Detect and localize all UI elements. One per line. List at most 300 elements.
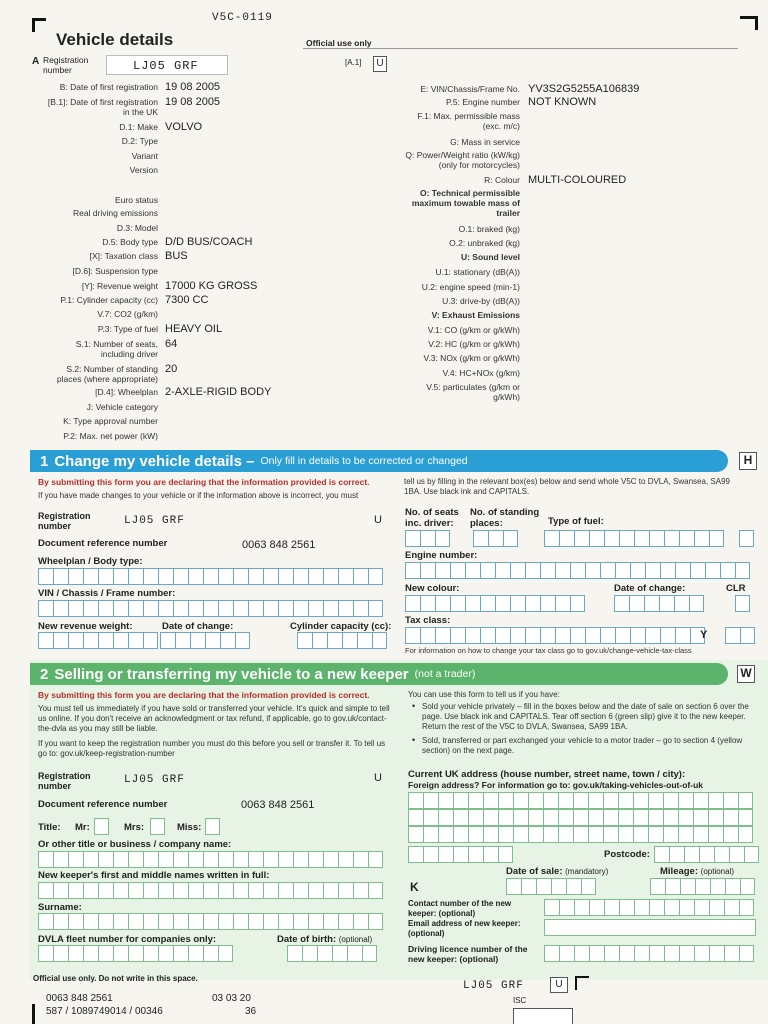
char-box[interactable]: [420, 595, 435, 612]
char-box[interactable]: [574, 899, 589, 916]
char-box[interactable]: [473, 530, 488, 547]
s1-clr-box[interactable]: [735, 595, 750, 612]
char-box[interactable]: [205, 632, 220, 649]
s1-revenue-boxes[interactable]: [38, 632, 158, 649]
char-box[interactable]: [645, 562, 660, 579]
char-box[interactable]: [498, 846, 513, 863]
s2-dob-boxes[interactable]: [287, 945, 377, 962]
char-box[interactable]: [615, 627, 630, 644]
char-box[interactable]: [573, 792, 588, 809]
s2-address-grid[interactable]: [408, 792, 753, 843]
char-box[interactable]: [38, 882, 53, 899]
char-box[interactable]: [525, 562, 540, 579]
char-box[interactable]: [113, 945, 128, 962]
char-box[interactable]: [113, 851, 128, 868]
char-box[interactable]: [498, 826, 513, 843]
address-row[interactable]: [408, 826, 753, 843]
char-box[interactable]: [585, 562, 600, 579]
char-box[interactable]: [604, 530, 619, 547]
char-box[interactable]: [218, 600, 233, 617]
char-box[interactable]: [513, 809, 528, 826]
char-box[interactable]: [659, 595, 674, 612]
char-box[interactable]: [338, 851, 353, 868]
char-box[interactable]: [618, 792, 633, 809]
s2-contact-boxes[interactable]: [544, 899, 754, 916]
char-box[interactable]: [308, 913, 323, 930]
char-box[interactable]: [566, 878, 581, 895]
char-box[interactable]: [203, 945, 218, 962]
char-box[interactable]: [664, 899, 679, 916]
char-box[interactable]: [143, 600, 158, 617]
char-box[interactable]: [543, 826, 558, 843]
char-box[interactable]: [574, 945, 589, 962]
char-box[interactable]: [724, 945, 739, 962]
char-box[interactable]: [693, 826, 708, 843]
char-box[interactable]: [158, 913, 173, 930]
char-box[interactable]: [559, 945, 574, 962]
char-box[interactable]: [83, 600, 98, 617]
char-box[interactable]: [648, 809, 663, 826]
char-box[interactable]: [480, 627, 495, 644]
char-box[interactable]: [483, 809, 498, 826]
char-box[interactable]: [735, 562, 750, 579]
char-box[interactable]: [173, 945, 188, 962]
char-box[interactable]: [158, 882, 173, 899]
s2-mrs-box[interactable]: [150, 818, 165, 835]
s1-cyl-boxes[interactable]: [297, 632, 387, 649]
char-box[interactable]: [536, 878, 551, 895]
char-box[interactable]: [558, 809, 573, 826]
char-box[interactable]: [738, 792, 753, 809]
char-box[interactable]: [648, 826, 663, 843]
s1-standing-boxes[interactable]: [473, 530, 518, 547]
char-box[interactable]: [405, 530, 420, 547]
char-box[interactable]: [663, 826, 678, 843]
char-box[interactable]: [312, 632, 327, 649]
char-box[interactable]: [188, 600, 203, 617]
char-box[interactable]: [510, 595, 525, 612]
char-box[interactable]: [738, 809, 753, 826]
char-box[interactable]: [293, 882, 308, 899]
char-box[interactable]: [619, 899, 634, 916]
char-box[interactable]: [468, 826, 483, 843]
char-box[interactable]: [143, 632, 158, 649]
char-box[interactable]: [724, 899, 739, 916]
char-box[interactable]: [338, 882, 353, 899]
char-box[interactable]: [600, 627, 615, 644]
char-box[interactable]: [38, 851, 53, 868]
char-box[interactable]: [327, 632, 342, 649]
char-box[interactable]: [53, 882, 68, 899]
char-box[interactable]: [634, 530, 649, 547]
char-box[interactable]: [128, 882, 143, 899]
char-box[interactable]: [663, 809, 678, 826]
char-box[interactable]: [525, 627, 540, 644]
char-box[interactable]: [453, 826, 468, 843]
char-box[interactable]: [588, 826, 603, 843]
char-box[interactable]: [293, 851, 308, 868]
char-box[interactable]: [53, 945, 68, 962]
char-box[interactable]: [465, 562, 480, 579]
char-box[interactable]: [725, 878, 740, 895]
char-box[interactable]: [83, 882, 98, 899]
s1-colour-date-boxes[interactable]: [614, 595, 704, 612]
char-box[interactable]: [513, 826, 528, 843]
char-box[interactable]: [559, 899, 574, 916]
char-box[interactable]: [233, 568, 248, 585]
char-box[interactable]: [450, 595, 465, 612]
char-box[interactable]: [544, 899, 559, 916]
s1-fuel-boxes[interactable]: [544, 530, 724, 547]
char-box[interactable]: [158, 568, 173, 585]
char-box[interactable]: [278, 568, 293, 585]
s1-wheelplan-boxes[interactable]: [38, 568, 383, 585]
char-box[interactable]: [203, 913, 218, 930]
char-box[interactable]: [323, 882, 338, 899]
char-box[interactable]: [480, 595, 495, 612]
char-box[interactable]: [510, 627, 525, 644]
char-box[interactable]: [308, 882, 323, 899]
char-box[interactable]: [188, 913, 203, 930]
char-box[interactable]: [113, 568, 128, 585]
char-box[interactable]: [287, 945, 302, 962]
s2-miss-box[interactable]: [205, 818, 220, 835]
char-box[interactable]: [143, 851, 158, 868]
char-box[interactable]: [740, 627, 755, 644]
s1-fuel-extra-box[interactable]: [739, 530, 754, 547]
char-box[interactable]: [633, 826, 648, 843]
char-box[interactable]: [188, 945, 203, 962]
char-box[interactable]: [649, 899, 664, 916]
char-box[interactable]: [588, 809, 603, 826]
char-box[interactable]: [570, 595, 585, 612]
char-box[interactable]: [588, 792, 603, 809]
char-box[interactable]: [408, 846, 423, 863]
char-box[interactable]: [368, 600, 383, 617]
char-box[interactable]: [465, 627, 480, 644]
char-box[interactable]: [68, 882, 83, 899]
char-box[interactable]: [338, 600, 353, 617]
char-box[interactable]: [559, 530, 574, 547]
char-box[interactable]: [143, 568, 158, 585]
char-box[interactable]: [660, 627, 675, 644]
char-box[interactable]: [528, 792, 543, 809]
char-box[interactable]: [648, 792, 663, 809]
char-box[interactable]: [589, 945, 604, 962]
char-box[interactable]: [630, 627, 645, 644]
char-box[interactable]: [453, 846, 468, 863]
char-box[interactable]: [353, 568, 368, 585]
char-box[interactable]: [654, 846, 669, 863]
char-box[interactable]: [679, 899, 694, 916]
char-box[interactable]: [173, 913, 188, 930]
char-box[interactable]: [203, 882, 218, 899]
char-box[interactable]: [699, 846, 714, 863]
char-box[interactable]: [218, 851, 233, 868]
char-box[interactable]: [235, 632, 250, 649]
char-box[interactable]: [248, 882, 263, 899]
char-box[interactable]: [573, 826, 588, 843]
char-box[interactable]: [98, 851, 113, 868]
char-box[interactable]: [203, 600, 218, 617]
char-box[interactable]: [555, 627, 570, 644]
char-box[interactable]: [435, 562, 450, 579]
char-box[interactable]: [38, 568, 53, 585]
char-box[interactable]: [674, 595, 689, 612]
char-box[interactable]: [498, 792, 513, 809]
char-box[interactable]: [405, 562, 420, 579]
char-box[interactable]: [302, 945, 317, 962]
char-box[interactable]: [555, 562, 570, 579]
char-box[interactable]: [644, 595, 659, 612]
char-box[interactable]: [420, 627, 435, 644]
char-box[interactable]: [83, 913, 98, 930]
char-box[interactable]: [723, 792, 738, 809]
char-box[interactable]: [503, 530, 518, 547]
char-box[interactable]: [735, 595, 750, 612]
char-box[interactable]: [158, 851, 173, 868]
char-box[interactable]: [218, 945, 233, 962]
char-box[interactable]: [248, 913, 263, 930]
char-box[interactable]: [705, 562, 720, 579]
char-box[interactable]: [669, 846, 684, 863]
char-box[interactable]: [558, 826, 573, 843]
char-box[interactable]: [323, 600, 338, 617]
char-box[interactable]: [233, 851, 248, 868]
char-box[interactable]: [263, 600, 278, 617]
char-box[interactable]: [665, 878, 680, 895]
char-box[interactable]: [675, 627, 690, 644]
char-box[interactable]: [723, 826, 738, 843]
char-box[interactable]: [188, 568, 203, 585]
char-box[interactable]: [420, 530, 435, 547]
char-box[interactable]: [693, 792, 708, 809]
char-box[interactable]: [68, 632, 83, 649]
char-box[interactable]: [263, 882, 278, 899]
char-box[interactable]: [53, 632, 68, 649]
char-box[interactable]: [98, 882, 113, 899]
char-box[interactable]: [175, 632, 190, 649]
char-box[interactable]: [408, 809, 423, 826]
char-box[interactable]: [128, 913, 143, 930]
char-box[interactable]: [423, 826, 438, 843]
char-box[interactable]: [649, 530, 664, 547]
char-box[interactable]: [720, 562, 735, 579]
char-box[interactable]: [495, 627, 510, 644]
char-box[interactable]: [540, 627, 555, 644]
char-box[interactable]: [480, 562, 495, 579]
char-box[interactable]: [68, 600, 83, 617]
s1-vin-boxes[interactable]: [38, 600, 383, 617]
char-box[interactable]: [435, 595, 450, 612]
char-box[interactable]: [38, 600, 53, 617]
char-box[interactable]: [338, 913, 353, 930]
s2-names-boxes[interactable]: [38, 882, 383, 899]
s1-tax-boxes[interactable]: [405, 627, 708, 644]
char-box[interactable]: [744, 846, 759, 863]
char-box[interactable]: [308, 568, 323, 585]
char-box[interactable]: [38, 913, 53, 930]
char-box[interactable]: [604, 945, 619, 962]
char-box[interactable]: [158, 600, 173, 617]
char-box[interactable]: [555, 595, 570, 612]
char-box[interactable]: [408, 792, 423, 809]
char-box[interactable]: [615, 562, 630, 579]
char-box[interactable]: [278, 882, 293, 899]
char-box[interactable]: [218, 568, 233, 585]
char-box[interactable]: [558, 792, 573, 809]
char-box[interactable]: [353, 882, 368, 899]
char-box[interactable]: [368, 913, 383, 930]
char-box[interactable]: [83, 851, 98, 868]
char-box[interactable]: [694, 899, 709, 916]
s2-fleet-boxes[interactable]: [38, 945, 233, 962]
char-box[interactable]: [143, 882, 158, 899]
char-box[interactable]: [709, 530, 724, 547]
char-box[interactable]: [98, 913, 113, 930]
char-box[interactable]: [128, 851, 143, 868]
char-box[interactable]: [510, 562, 525, 579]
char-box[interactable]: [708, 792, 723, 809]
char-box[interactable]: [188, 851, 203, 868]
char-box[interactable]: [634, 899, 649, 916]
char-box[interactable]: [618, 826, 633, 843]
char-box[interactable]: [128, 632, 143, 649]
char-box[interactable]: [323, 913, 338, 930]
char-box[interactable]: [98, 568, 113, 585]
char-box[interactable]: [604, 899, 619, 916]
char-box[interactable]: [263, 851, 278, 868]
char-box[interactable]: [438, 846, 453, 863]
char-box[interactable]: [317, 945, 332, 962]
char-box[interactable]: [113, 882, 128, 899]
char-box[interactable]: [695, 878, 710, 895]
char-box[interactable]: [220, 632, 235, 649]
char-box[interactable]: [83, 945, 98, 962]
s2-surname-boxes[interactable]: [38, 913, 383, 930]
s1-seats-boxes[interactable]: [405, 530, 450, 547]
char-box[interactable]: [708, 826, 723, 843]
char-box[interactable]: [528, 809, 543, 826]
char-box[interactable]: [689, 595, 704, 612]
char-box[interactable]: [293, 600, 308, 617]
char-box[interactable]: [323, 568, 338, 585]
char-box[interactable]: [233, 913, 248, 930]
char-box[interactable]: [603, 809, 618, 826]
char-box[interactable]: [173, 882, 188, 899]
char-box[interactable]: [53, 913, 68, 930]
char-box[interactable]: [405, 595, 420, 612]
char-box[interactable]: [714, 846, 729, 863]
char-box[interactable]: [128, 600, 143, 617]
char-box[interactable]: [680, 878, 695, 895]
char-box[interactable]: [544, 945, 559, 962]
char-box[interactable]: [68, 568, 83, 585]
char-box[interactable]: [342, 632, 357, 649]
char-box[interactable]: [188, 882, 203, 899]
char-box[interactable]: [173, 600, 188, 617]
char-box[interactable]: [663, 792, 678, 809]
char-box[interactable]: [570, 562, 585, 579]
char-box[interactable]: [739, 945, 754, 962]
char-box[interactable]: [68, 851, 83, 868]
char-box[interactable]: [218, 913, 233, 930]
char-box[interactable]: [543, 809, 558, 826]
char-box[interactable]: [544, 530, 559, 547]
char-box[interactable]: [278, 913, 293, 930]
char-box[interactable]: [218, 882, 233, 899]
char-box[interactable]: [38, 945, 53, 962]
char-box[interactable]: [694, 530, 709, 547]
char-box[interactable]: [293, 568, 308, 585]
char-box[interactable]: [372, 632, 387, 649]
char-box[interactable]: [633, 809, 648, 826]
char-box[interactable]: [353, 913, 368, 930]
char-box[interactable]: [248, 600, 263, 617]
char-box[interactable]: [362, 945, 377, 962]
char-box[interactable]: [332, 945, 347, 962]
char-box[interactable]: [143, 913, 158, 930]
char-box[interactable]: [158, 945, 173, 962]
char-box[interactable]: [574, 530, 589, 547]
char-box[interactable]: [438, 809, 453, 826]
char-box[interactable]: [98, 600, 113, 617]
address-row[interactable]: [408, 792, 753, 809]
address-row[interactable]: [408, 809, 753, 826]
char-box[interactable]: [585, 627, 600, 644]
char-box[interactable]: [664, 945, 679, 962]
char-box[interactable]: [483, 792, 498, 809]
char-box[interactable]: [629, 595, 644, 612]
char-box[interactable]: [619, 945, 634, 962]
char-box[interactable]: [435, 530, 450, 547]
char-box[interactable]: [468, 792, 483, 809]
char-box[interactable]: [420, 562, 435, 579]
s1-colour-boxes[interactable]: [405, 595, 585, 612]
char-box[interactable]: [679, 530, 694, 547]
char-box[interactable]: [203, 568, 218, 585]
char-box[interactable]: [678, 792, 693, 809]
char-box[interactable]: [495, 562, 510, 579]
char-box[interactable]: [173, 568, 188, 585]
char-box[interactable]: [483, 826, 498, 843]
char-box[interactable]: [513, 792, 528, 809]
char-box[interactable]: [679, 945, 694, 962]
char-box[interactable]: [438, 792, 453, 809]
char-box[interactable]: [650, 878, 665, 895]
char-box[interactable]: [525, 595, 540, 612]
char-box[interactable]: [205, 818, 220, 835]
char-box[interactable]: [347, 945, 362, 962]
char-box[interactable]: [405, 627, 420, 644]
char-box[interactable]: [540, 562, 555, 579]
char-box[interactable]: [589, 530, 604, 547]
char-box[interactable]: [423, 809, 438, 826]
char-box[interactable]: [528, 826, 543, 843]
char-box[interactable]: [645, 627, 660, 644]
char-box[interactable]: [263, 568, 278, 585]
char-box[interactable]: [693, 809, 708, 826]
char-box[interactable]: [160, 632, 175, 649]
char-box[interactable]: [573, 809, 588, 826]
char-box[interactable]: [630, 562, 645, 579]
char-box[interactable]: [203, 851, 218, 868]
char-box[interactable]: [423, 792, 438, 809]
char-box[interactable]: [128, 945, 143, 962]
char-box[interactable]: [589, 899, 604, 916]
char-box[interactable]: [729, 846, 744, 863]
char-box[interactable]: [248, 851, 263, 868]
